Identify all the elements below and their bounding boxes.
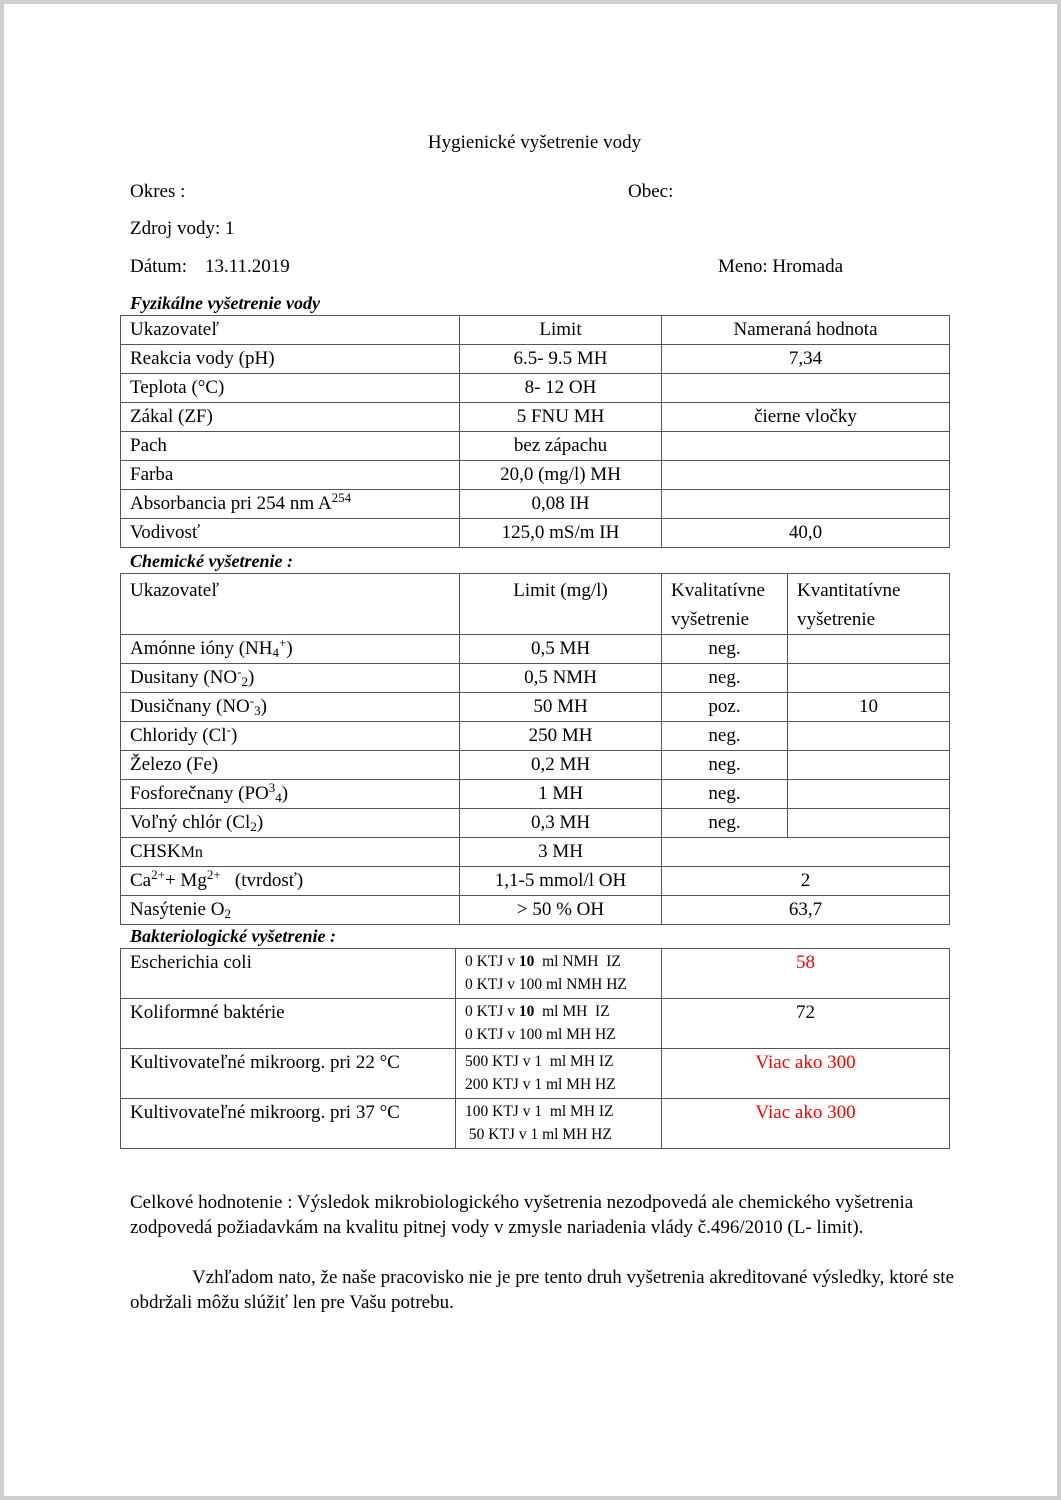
superscript: -: [237, 664, 242, 679]
limit-values: [456, 1049, 662, 1099]
conclusion-paragraph: Celkové hodnotenie : Výsledok mikrobiologického vyšetrenia nezodpovedá ale chemického vyšetrenia zodpovedá požiadavkám na kvalitu pitnej vody v zmysle nariadenia vlády č.496/2010 (L- limit).: [130, 1192, 914, 1238]
indicator-name: Teplota (°C): [121, 374, 460, 403]
indicator-name: Farba: [121, 461, 460, 490]
indicator-name: Reakcia vody (pH): [121, 345, 460, 374]
measured-value: čierne vločky: [662, 403, 950, 432]
subscript: Mn: [180, 843, 203, 861]
organism-name: Kultivovateľné mikroorg. pri 22 °C: [121, 1049, 456, 1099]
qualitative-value: poz.: [662, 693, 788, 722]
table-row: [121, 838, 950, 867]
table-row: [121, 345, 950, 374]
water-source: Zdroj vody: 1: [130, 218, 235, 239]
name-text: Fosforečnany (PO: [130, 783, 269, 804]
limit-line2: 0 KTJ v 100 ml MH HZ: [465, 1026, 616, 1043]
table-row: [121, 949, 950, 999]
limit-line1: 100 KTJ v 1 ml MH IZ: [465, 1103, 614, 1120]
subscript: 4: [275, 790, 282, 805]
name-text: Voľný chlór (Cl: [130, 812, 251, 833]
header-qualitative-line2: vyšetrenie: [671, 609, 750, 630]
limit-value: 0,5 MH: [460, 635, 662, 664]
physical-table: [120, 315, 950, 548]
header-quantitative: [788, 574, 950, 635]
limit-line1: 0 KTJ v: [465, 1003, 519, 1020]
indicator-name-text: Absorbancia pri 254 nm A: [130, 493, 332, 514]
limit-line1: 500 KTJ v 1 ml MH IZ: [465, 1053, 614, 1070]
indicator-name: [121, 780, 460, 809]
limit-line2: 200 KTJ v 1 ml MH HZ: [465, 1076, 616, 1093]
table-row: [121, 780, 950, 809]
name-text-end: ): [256, 812, 264, 833]
limit-value: 0,08 IH: [460, 490, 662, 519]
superscript: -: [226, 722, 231, 737]
measured-value: 72: [662, 999, 950, 1049]
table-row: [121, 867, 950, 896]
examiner-name: Meno: Hromada: [718, 256, 844, 277]
header-limit: Limit: [460, 316, 662, 345]
measured-value: 63,7: [662, 896, 950, 925]
table-row: [121, 403, 950, 432]
qualitative-value: neg.: [662, 809, 788, 838]
name-text: Amónne ióny (NH: [130, 638, 273, 659]
measured-value: 7,34: [662, 345, 950, 374]
indicator-name: [121, 490, 460, 519]
limit-line1-end: ml MH IZ: [534, 1003, 610, 1020]
limit-value: > 50 % OH: [460, 896, 662, 925]
name-text: Chloridy (Cl: [130, 725, 227, 746]
limit-line1-bold: 10: [518, 953, 535, 970]
limit-line1-end: ml NMH IZ: [534, 953, 621, 970]
limit-value: 1 MH: [460, 780, 662, 809]
quantitative-value: [788, 635, 950, 664]
quantitative-value: 10: [788, 693, 950, 722]
header-quantitative-line1: Kvantitatívne: [797, 580, 901, 601]
header-indicator: Ukazovateľ: [121, 574, 460, 635]
quantitative-value: [788, 751, 950, 780]
measured-value: [662, 838, 950, 867]
limit-values: [456, 949, 662, 999]
limit-value: 0,5 NMH: [460, 664, 662, 693]
measured-value: [662, 374, 950, 403]
name-text-end: ): [286, 638, 293, 659]
limit-values: [456, 999, 662, 1049]
name-text-end: (tvrdosť): [220, 870, 304, 891]
superscript: 2+: [151, 867, 165, 882]
qualitative-value: neg.: [662, 664, 788, 693]
table-header-row: [121, 574, 950, 635]
quantitative-value: [788, 780, 950, 809]
name-text: Dusitany (NO: [130, 667, 238, 688]
indicator-name: Železo (Fe): [121, 751, 460, 780]
qualitative-value: neg.: [662, 722, 788, 751]
header-quantitative-line2: vyšetrenie: [797, 609, 876, 630]
indicator-name: [121, 809, 460, 838]
indicator-name: Vodivosť: [121, 519, 460, 548]
table-row: [121, 751, 950, 780]
organism-name: Escherichia coli: [121, 949, 456, 999]
indicator-name: [121, 896, 460, 925]
subscript: 2: [250, 819, 257, 834]
superscript: 3: [268, 780, 276, 795]
name-text-end: ): [247, 667, 255, 688]
limit-line1-bold: 10: [518, 1003, 535, 1020]
qualitative-value: neg.: [662, 635, 788, 664]
name-text: Ca: [130, 870, 152, 891]
header-indicator: Ukazovateľ: [121, 316, 460, 345]
limit-line1: 0 KTJ v: [465, 953, 519, 970]
qualitative-value: neg.: [662, 780, 788, 809]
table-row: [121, 432, 950, 461]
name-text-end: ): [230, 725, 238, 746]
indicator-name: Pach: [121, 432, 460, 461]
table-row: [121, 635, 950, 664]
document-title: Hygienické vyšetrenie vody: [427, 132, 642, 153]
measured-value: Viac ako 300: [662, 1099, 950, 1149]
name-text: Nasýtenie O: [130, 899, 225, 920]
table-header-row: [121, 316, 950, 345]
table-row: [121, 896, 950, 925]
limit-value: 50 MH: [460, 693, 662, 722]
quantitative-value: [788, 809, 950, 838]
limit-value: bez zápachu: [460, 432, 662, 461]
disclaimer-paragraph: Vzhľadom nato, že naše pracovisko nie je pre tento druh vyšetrenia akreditované výsledky, ktoré ste obdržali môžu slúžiť len pre Vašu potrebu.: [130, 1267, 955, 1313]
limit-value: 250 MH: [460, 722, 662, 751]
limit-value: 0,3 MH: [460, 809, 662, 838]
superscript: -: [249, 693, 255, 708]
indicator-name: [121, 838, 460, 867]
header-qualitative: [662, 574, 788, 635]
superscript: +: [278, 635, 287, 650]
table-row: [121, 490, 950, 519]
limit-value: 8- 12 OH: [460, 374, 662, 403]
limit-value: 1,1-5 mmol/l OH: [460, 867, 662, 896]
measured-value: 2: [662, 867, 950, 896]
subscript: 3: [254, 703, 261, 718]
measured-value: [662, 461, 950, 490]
header-measured: Nameraná hodnota: [662, 316, 950, 345]
indicator-name: Zákal (ZF): [121, 403, 460, 432]
chemical-table: [120, 573, 950, 925]
obec-label: Obec:: [628, 181, 674, 202]
name-text: Dusičnany (NO: [130, 696, 250, 717]
okres-label: Okres :: [130, 181, 186, 202]
limit-values: [456, 1099, 662, 1149]
subscript: 2: [224, 906, 231, 921]
name-text-end: ): [260, 696, 267, 717]
measured-value: 58: [662, 949, 950, 999]
bacteriological-table: [120, 948, 950, 1149]
qualitative-value: neg.: [662, 751, 788, 780]
table-row: [121, 999, 950, 1049]
table-row: [121, 1099, 950, 1149]
indicator-name: [121, 693, 460, 722]
header-qualitative-line1: Kvalitatívne: [671, 580, 765, 601]
header-limit: Limit (mg/l): [460, 574, 662, 635]
physical-section-title: Fyzikálne vyšetrenie vody: [130, 293, 320, 313]
table-row: [121, 664, 950, 693]
date-value: 13.11.2019: [205, 256, 290, 277]
superscript: 254: [331, 490, 352, 505]
organism-name: Koliformné baktérie: [121, 999, 456, 1049]
table-row: [121, 722, 950, 751]
limit-value: 0,2 MH: [460, 751, 662, 780]
table-row: [121, 809, 950, 838]
date-label: Dátum:: [130, 256, 187, 277]
limit-value: 125,0 mS/m IH: [460, 519, 662, 548]
measured-value: [662, 490, 950, 519]
indicator-name: [121, 722, 460, 751]
indicator-name: [121, 867, 460, 896]
name-text-end: ): [281, 783, 289, 804]
limit-line2: 50 KTJ v 1 ml MH HZ: [465, 1126, 612, 1143]
indicator-name: [121, 664, 460, 693]
quantitative-value: [788, 722, 950, 751]
organism-name: Kultivovateľné mikroorg. pri 37 °C: [121, 1099, 456, 1149]
table-row: [121, 461, 950, 490]
subscript: 2: [241, 674, 248, 689]
chemical-section-title: Chemické vyšetrenie :: [130, 551, 293, 571]
name-text-mid: + Mg: [164, 870, 207, 891]
measured-value: [662, 432, 950, 461]
limit-line2: 0 KTJ v 100 ml NMH HZ: [465, 976, 627, 993]
indicator-name: [121, 635, 460, 664]
limit-value: 3 MH: [460, 838, 662, 867]
measured-value: 40,0: [662, 519, 950, 548]
table-row: [121, 1049, 950, 1099]
limit-value: 6.5- 9.5 MH: [460, 345, 662, 374]
quantitative-value: [788, 664, 950, 693]
table-row: [121, 693, 950, 722]
measured-value: Viac ako 300: [662, 1049, 950, 1099]
subscript: 4: [272, 645, 279, 660]
limit-value: 5 FNU MH: [460, 403, 662, 432]
superscript: 2+: [206, 867, 221, 882]
table-row: [121, 519, 950, 548]
limit-value: 20,0 (mg/l) MH: [460, 461, 662, 490]
bacteriological-section-title: Bakteriologické vyšetrenie :: [130, 926, 336, 946]
table-row: [121, 374, 950, 403]
name-text: CHSK: [130, 840, 181, 862]
